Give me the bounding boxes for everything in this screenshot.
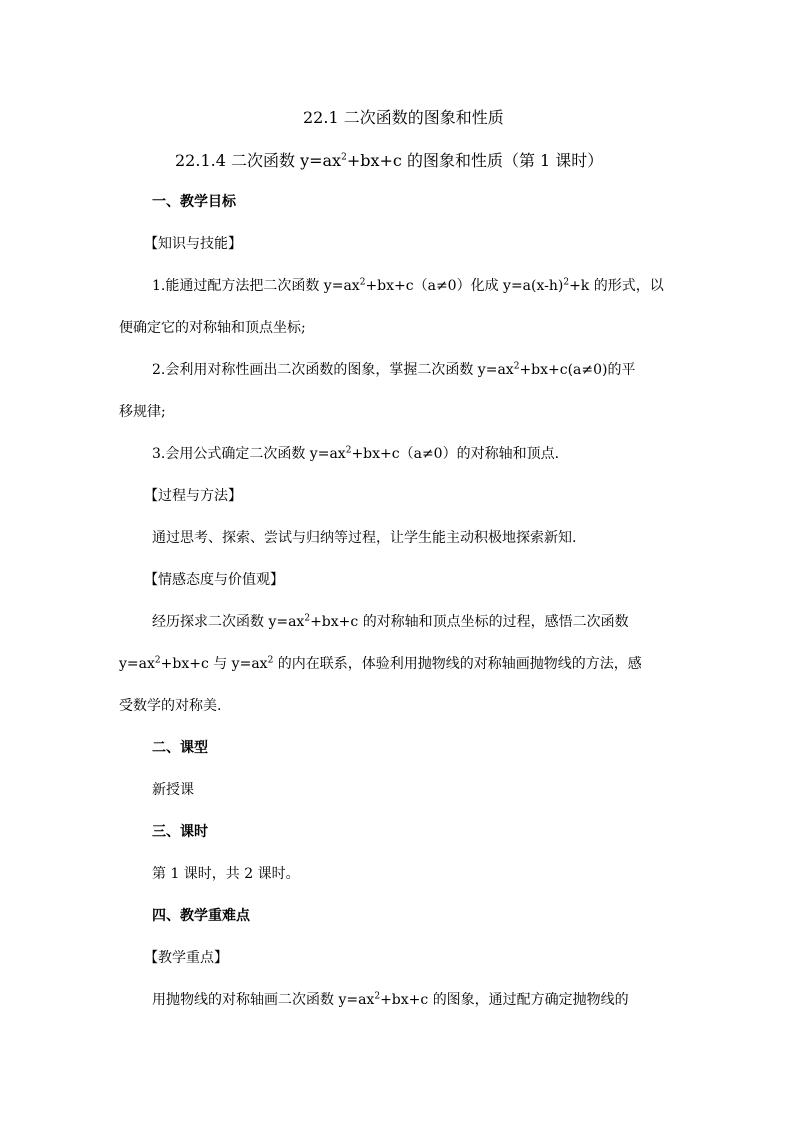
section-heading-lesson-type: 二、课型	[152, 740, 208, 756]
superscript-2: 2	[341, 152, 347, 163]
goal-2-text-a: 2.会利用对称性画出二次函数的图象，掌握二次函数 y=ax	[152, 362, 514, 378]
page-title: 22.1 二次函数的图象和性质	[303, 108, 504, 127]
emotion-text-d: +bx+c 与 y=ax	[160, 656, 268, 672]
emotion-text-c: y=ax	[119, 656, 155, 672]
goal-3-text-b: +bx+c（a≠0）的对称轴和顶点.	[351, 446, 560, 462]
key-text-b: +bx+c 的图象，通过配方确定抛物线的	[380, 992, 629, 1008]
goal-1-text-b: +bx+c（a≠0）化成 y=a(x-h)	[365, 278, 564, 294]
goal-2-line-2: 移规律;	[119, 404, 166, 420]
section-heading-lesson-hours: 三、课时	[152, 824, 208, 840]
superscript-2: 2	[345, 445, 352, 456]
process-text: 通过思考、探索、尝试与归纳等过程，让学生能主动积极地探索新知.	[152, 530, 577, 546]
lesson-type-text: 新授课	[152, 782, 194, 798]
emotion-text-b: +bx+c 的对称轴和顶点坐标的过程，感悟二次函数	[310, 614, 629, 630]
section-heading-objectives: 一、教学目标	[152, 194, 236, 210]
label-key-point: 【教学重点】	[144, 950, 228, 966]
goal-1-line-1	[152, 277, 664, 295]
superscript-2: 2	[154, 655, 161, 666]
superscript-2: 2	[267, 655, 274, 666]
superscript-2: 2	[304, 613, 311, 624]
goal-3-text-a: 3.会用公式确定二次函数 y=ax	[152, 446, 346, 462]
superscript-2: 2	[374, 991, 381, 1002]
superscript-2: 2	[513, 361, 520, 372]
page-subtitle	[175, 151, 603, 171]
superscript-2: 2	[563, 277, 570, 288]
emotion-text-a: 经历探求二次函数 y=ax	[152, 614, 305, 630]
label-knowledge-skills: 【知识与技能】	[144, 236, 242, 252]
emotion-text-e: 的内在联系，体验利用抛物线的对称轴画抛物线的方法，感	[273, 656, 642, 672]
superscript-2: 2	[359, 277, 366, 288]
subtitle-part-1: 22.1.4 二次函数 y=ax	[175, 151, 342, 170]
goal-2-line-1	[152, 361, 636, 379]
goal-1-text-a: 1.能通过配方法把二次函数 y=ax	[152, 278, 360, 294]
goal-3-line	[152, 445, 559, 463]
lesson-hours-text: 第 1 课时，共 2 课时。	[152, 866, 300, 882]
emotion-line-3: 受数学的对称美.	[119, 698, 222, 714]
emotion-line-1	[152, 613, 629, 631]
section-heading-key-difficult: 四、教学重难点	[152, 908, 250, 924]
emotion-line-2	[119, 655, 642, 673]
label-process-method: 【过程与方法】	[144, 488, 242, 504]
label-emotion-values: 【情感态度与价值观】	[144, 572, 284, 588]
key-text-a: 用抛物线的对称轴画二次函数 y=ax	[152, 992, 375, 1008]
subtitle-part-2: +bx+c 的图象和性质（第 1 课时）	[346, 151, 604, 170]
goal-1-text-c: +k 的形式，以	[569, 278, 664, 294]
key-point-line	[152, 991, 629, 1009]
goal-2-text-b: +bx+c(a≠0)的平	[519, 362, 636, 378]
goal-1-line-2: 便确定它的对称轴和顶点坐标;	[119, 320, 306, 336]
